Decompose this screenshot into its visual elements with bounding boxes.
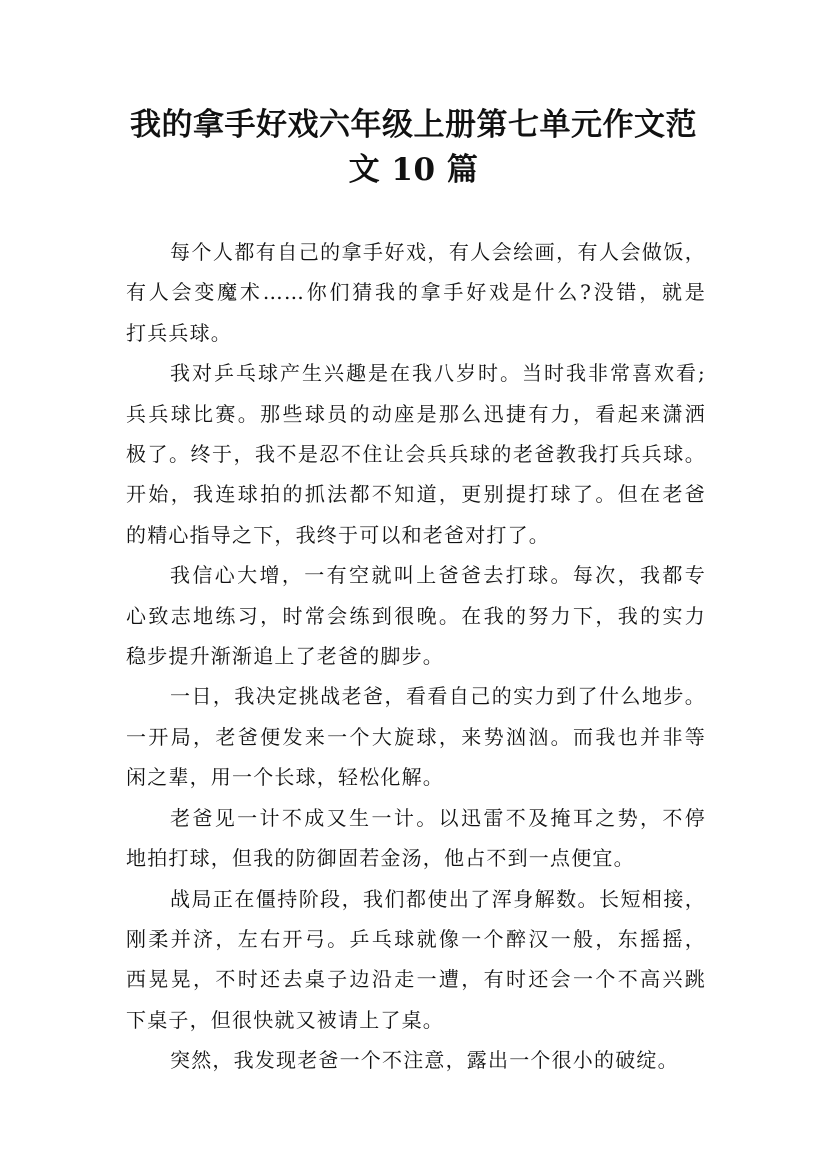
text-line: 一日，我决定挑战老爸，看看自己的实力到了什么地步。	[170, 684, 706, 709]
text-line: 一开局，老爸便发来一个大旋球，来势汹汹。而我也并非等	[126, 724, 706, 749]
text-line: 战局正在僵持阶段，我们都使出了浑身解数。长短相接，	[170, 886, 706, 911]
paragraph	[126, 232, 706, 353]
text-line: 的精心指导之下，我终于可以和老爸对打了。	[126, 522, 550, 547]
text-line: 地拍打球，但我的防御固若金汤，他占不到一点便宜。	[126, 846, 635, 871]
title-line: 我的拿手好戏六年级上册第七单元作文范	[130, 107, 697, 143]
document-title	[110, 103, 717, 193]
paragraph	[126, 353, 706, 555]
title-line: 文 10 篇	[348, 152, 479, 188]
text-line: 极了。终于，我不是忍不住让会兵兵球的老爸教我打兵兵球。	[126, 442, 706, 467]
text-line: 突然，我发现老爸一个不注意，露出一个很小的破绽。	[170, 1048, 679, 1073]
text-line: 打兵兵球。	[126, 320, 232, 345]
text-line: 我对乒乓球产生兴趣是在我八岁时。当时我非常喜欢看;	[170, 361, 706, 386]
text-line: 心致志地练习，时常会练到很晚。在我的努力下，我的实力	[126, 603, 706, 628]
text-line: 开始，我连球拍的抓法都不知道，更别提打球了。但在老爸	[126, 482, 706, 507]
text-line: 闲之辈，用一个长球，轻松化解。	[126, 765, 444, 790]
paragraph	[126, 798, 706, 879]
text-line: 稳步提升渐渐追上了老爸的脚步。	[126, 644, 444, 669]
paragraph	[126, 879, 706, 1041]
paragraph	[126, 676, 706, 797]
text-line: 我信心大增，一有空就叫上爸爸去打球。每次，我都专	[170, 563, 706, 588]
text-line: 下桌子，但很快就又被请上了桌。	[126, 1007, 444, 1032]
text-line: 有人会变魔术……你们猜我的拿手好戏是什么?没错，就是	[126, 280, 706, 305]
document-body	[126, 232, 706, 1081]
text-line: 老爸见一计不成又生一计。以迅雷不及掩耳之势，不停	[170, 805, 706, 830]
paragraph	[126, 555, 706, 676]
text-line: 西晃晃，不时还去桌子边沿走一遭，有时还会一个不高兴跳	[126, 967, 706, 992]
text-line: 兵兵球比赛。那些球员的动座是那么迅捷有力，看起来潇洒	[126, 401, 706, 426]
text-line: 每个人都有自己的拿手好戏，有人会绘画，有人会做饭，	[170, 240, 706, 264]
text-line: 刚柔并济，左右开弓。乒乓球就像一个醉汉一般，东摇摇，	[126, 926, 706, 951]
paragraph	[126, 1040, 706, 1080]
